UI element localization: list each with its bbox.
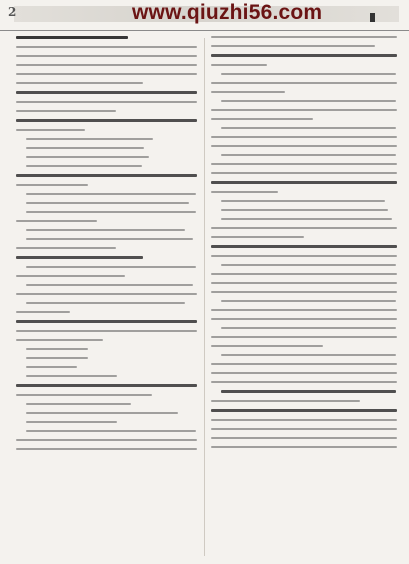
left-column-lines — [16, 36, 197, 450]
page-number-prefix: 2 — [8, 5, 17, 19]
header-mark — [370, 13, 375, 22]
page-header — [0, 0, 409, 31]
right-column — [211, 36, 397, 558]
left-column — [16, 36, 197, 558]
column-divider — [204, 38, 205, 556]
right-column-lines — [211, 36, 397, 448]
site-watermark: www.qiuzhi56.com — [132, 1, 323, 24]
